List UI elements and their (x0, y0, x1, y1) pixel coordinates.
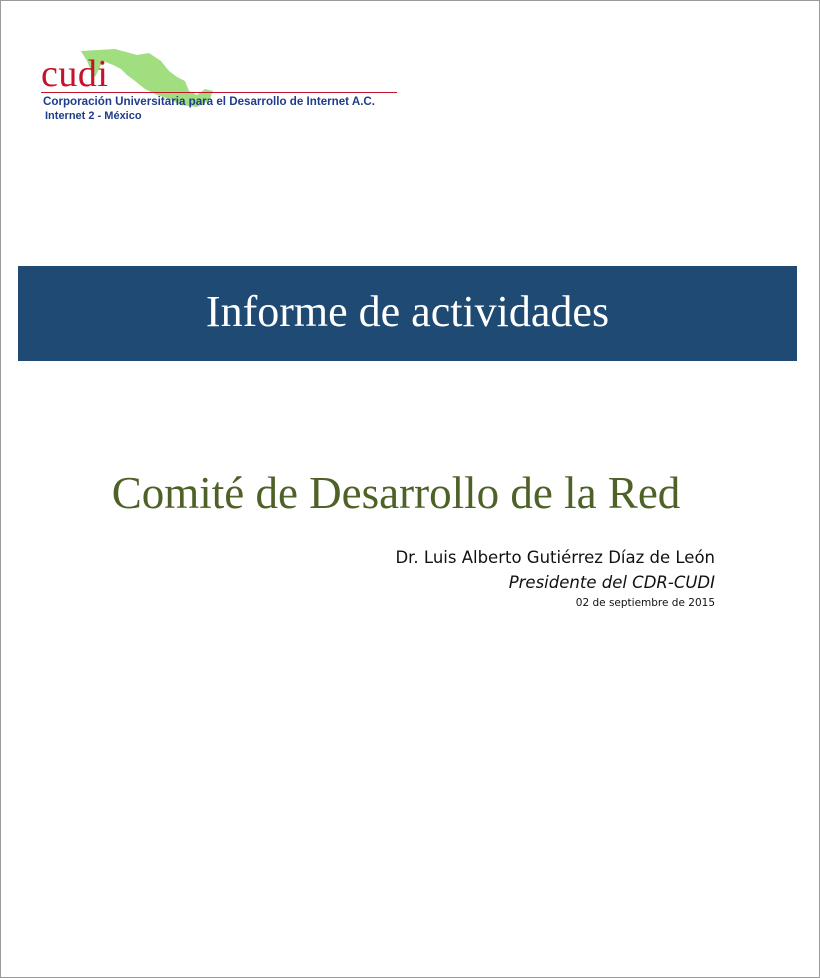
cudi-logo (41, 47, 421, 127)
committee-title: Comité de Desarrollo de la Red (111, 468, 681, 518)
document-title: Informe de actividades (205, 287, 610, 336)
logo-divider (41, 92, 397, 93)
title-banner (18, 266, 797, 361)
author-role: Presidente del CDR-CUDI (508, 573, 715, 592)
document-date: 02 de septiembre de 2015 (575, 597, 715, 609)
author-name: Dr. Luis Alberto Gutiérrez Díaz de León (395, 548, 715, 567)
author-block (395, 545, 715, 611)
logo-wordmark: cudi (41, 53, 109, 95)
logo-subtitle: Internet 2 - México (45, 110, 142, 122)
logo-organization: Corporación Universitaria para el Desarrollo de Internet A.C. (43, 95, 376, 108)
